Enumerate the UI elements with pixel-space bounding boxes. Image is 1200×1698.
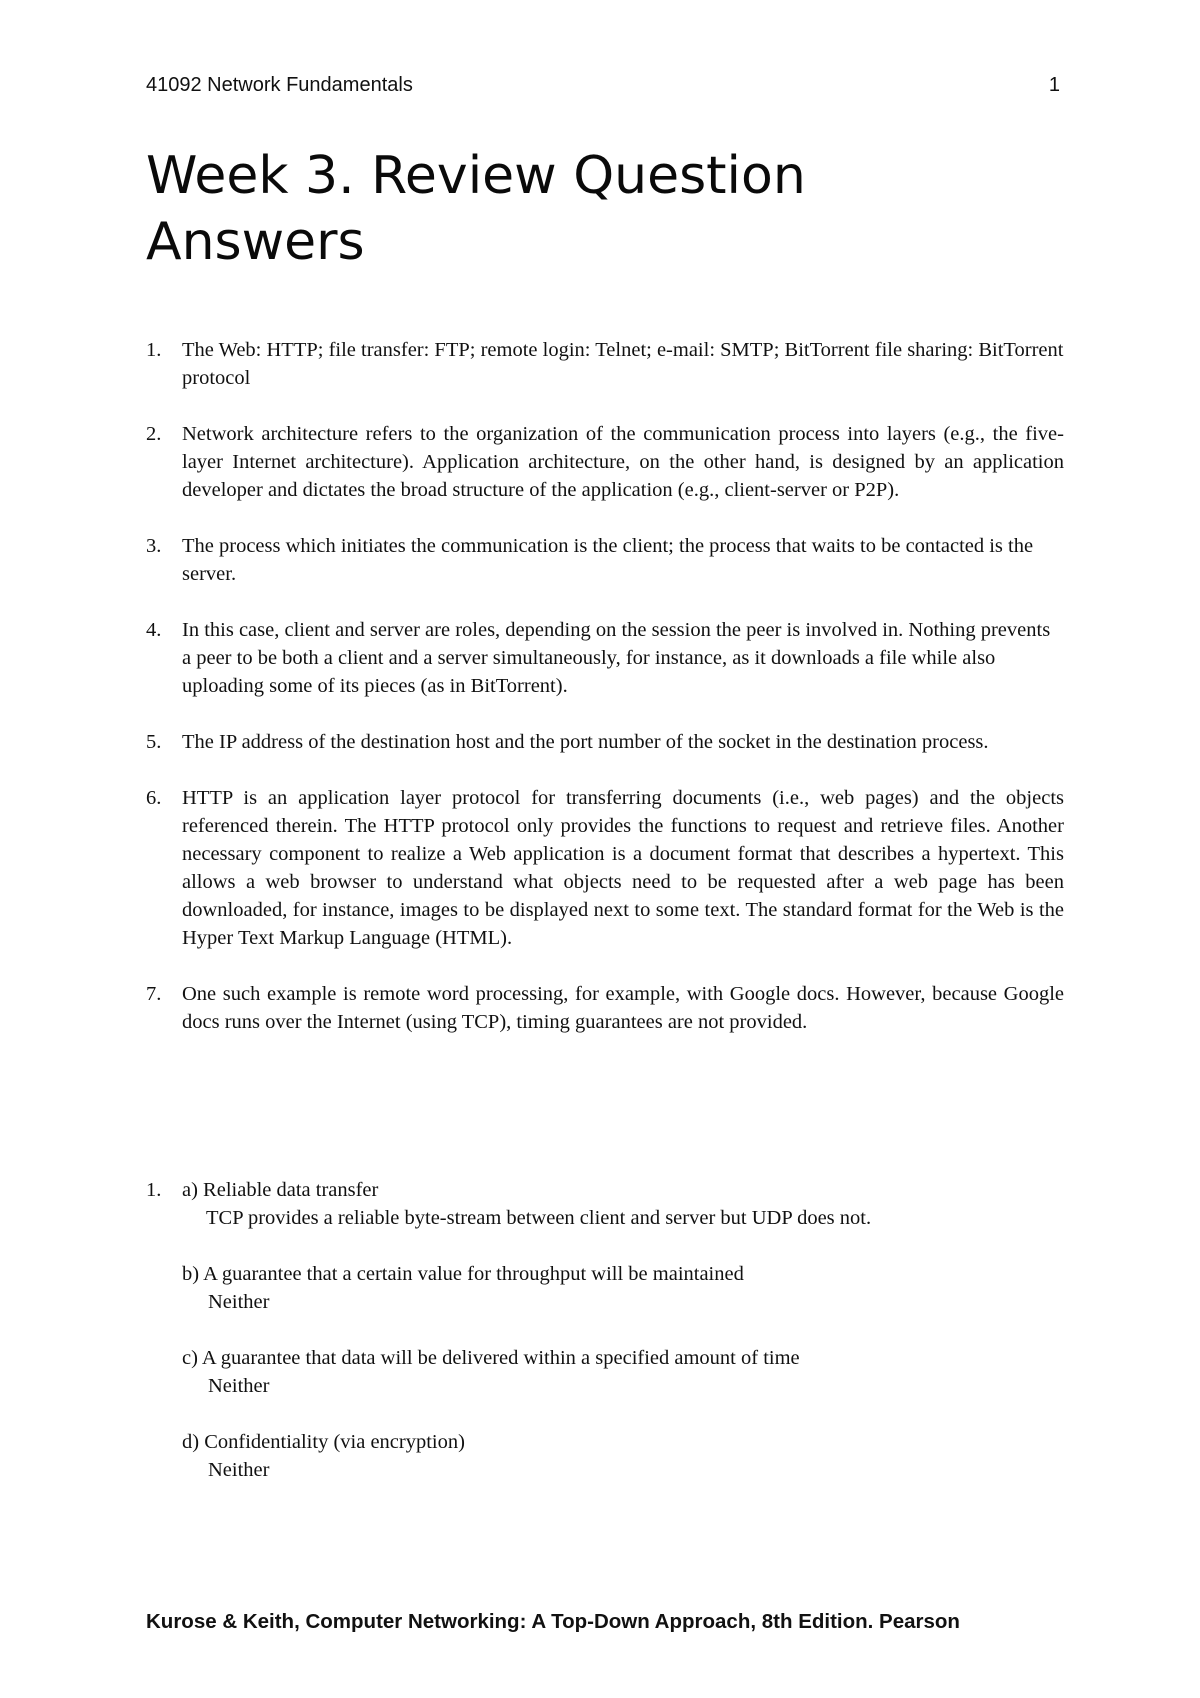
item-text: The process which initiates the communication is the client; the process that waits to be contacted is the server.: [182, 535, 1034, 585]
page-header: [146, 74, 1060, 97]
item-text: HTTP is an application layer protocol for transferring documents (i.e., web pages) and the objects referenced therein. The HTTP protocol only provides the functions to request and retrieve files. Another necessary component to realize a Web application is a document format that describes a hypertext. This allows a web browser to understand what objects need to be requested after a web page has been downloaded, for instance, images to be displayed next to some text. The standard format for the Web is the Hyper Text Markup Language (HTML).: [182, 787, 1064, 949]
subpart-answer: TCP provides a reliable byte-stream between client and server but UDP does not.: [206, 1207, 872, 1229]
list-item: [146, 336, 1064, 392]
subpart-label: b) A guarantee that a certain value for throughput will be maintained: [182, 1263, 744, 1285]
item-text: In this case, client and server are roles, depending on the session the peer is involved in. Nothing prevents a peer to be both a client and a server simultaneously, for instance, as it downloads a file while also uploading some of its pieces (as in BitTorrent).: [182, 619, 1051, 697]
page-title: Week 3. Review Question Answers: [146, 146, 806, 272]
subpart-label: c) A guarantee that data will be delivered within a specified amount of time: [182, 1347, 800, 1369]
item-number: 4.: [146, 619, 162, 641]
subpart-a: [182, 1176, 1064, 1232]
page-number: 1: [1048, 74, 1060, 96]
footer-citation: Kurose & Keith, Computer Networking: A Top-Down Approach, 8th Edition. Pearson: [146, 1610, 960, 1633]
item-text: One such example is remote word processing, for example, with Google docs. However, because Google docs runs over the Internet (using TCP), timing guarantees are not provided.: [182, 983, 1064, 1033]
answer-list: [146, 336, 1064, 1064]
list-item: [146, 616, 1064, 700]
item-number: 7.: [146, 983, 162, 1005]
item-number: 3.: [146, 535, 162, 557]
subpart-label: a) Reliable data transfer: [182, 1179, 379, 1201]
list-item: [146, 728, 1064, 756]
list-item: [146, 980, 1064, 1036]
subpart-answer: Neither: [208, 1375, 270, 1397]
item-number: 5.: [146, 731, 162, 753]
subpart-b: [182, 1260, 1064, 1316]
list-item: [146, 420, 1064, 504]
item-number: 6.: [146, 787, 162, 809]
item-number: 2.: [146, 423, 162, 445]
course-title: 41092 Network Fundamentals: [146, 74, 413, 96]
item-text: The Web: HTTP; file transfer: FTP; remote login: Telnet; e-mail: SMTP; BitTorrent file sharing: BitTorrent protocol: [182, 339, 1064, 389]
item-number: 1.: [146, 1179, 162, 1201]
list-item: [146, 532, 1064, 588]
question-8-block: [146, 1176, 1064, 1512]
item-number: 1.: [146, 339, 162, 361]
subpart-label: d) Confidentiality (via encryption): [182, 1431, 465, 1453]
item-text: The IP address of the destination host and the port number of the socket in the destination process.: [182, 731, 989, 753]
subpart-answer: Neither: [208, 1291, 270, 1313]
item-text: Network architecture refers to the organization of the communication process into layers (e.g., the five-layer Internet architecture). Application architecture, on the other hand, is designed by an application developer and dictates the broad structure of the application (e.g., client-server or P2P).: [182, 423, 1064, 501]
list-item: [146, 784, 1064, 952]
subpart-answer: Neither: [208, 1459, 270, 1481]
subpart-c: [182, 1344, 1064, 1400]
subpart-d: [182, 1428, 1064, 1484]
